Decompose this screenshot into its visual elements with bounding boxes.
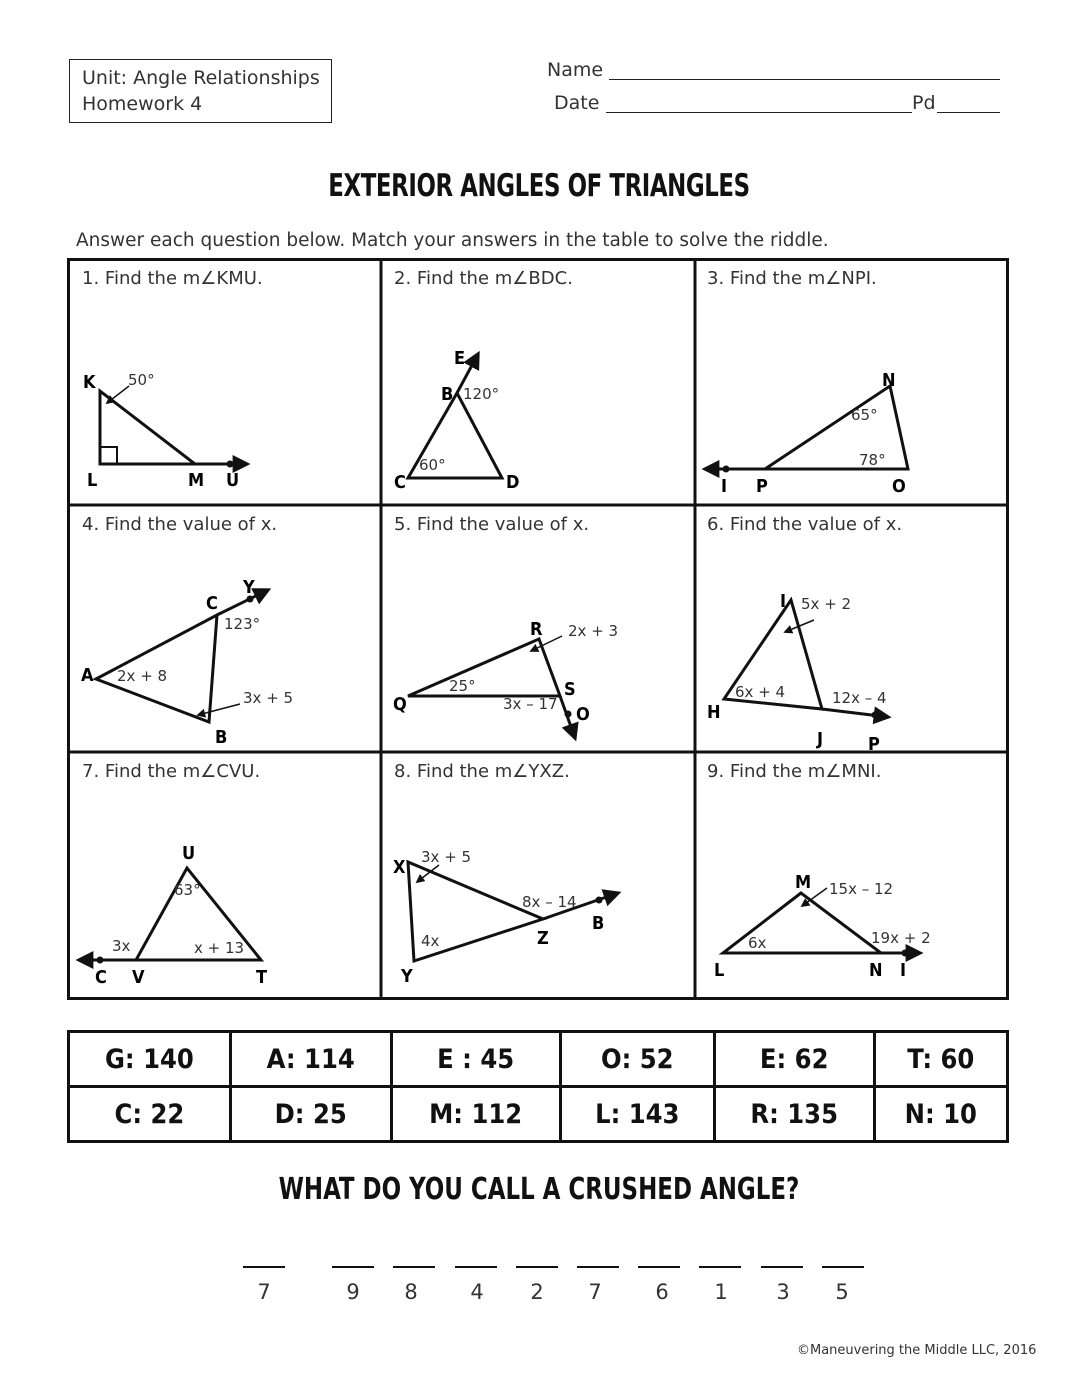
diagram-8 bbox=[381, 752, 695, 999]
label-J: J bbox=[817, 729, 824, 750]
label-L: L bbox=[87, 470, 98, 491]
label-Y: Y bbox=[243, 577, 255, 598]
riddle-digit: 8 bbox=[404, 1280, 418, 1304]
riddle-blank[interactable] bbox=[822, 1266, 864, 1268]
given-65: 65° bbox=[851, 406, 878, 424]
problem-3-prompt: 3. Find the m∠NPI. bbox=[707, 268, 877, 289]
answer-cell: N: 10 bbox=[874, 1087, 1007, 1142]
label-L: L bbox=[714, 960, 725, 981]
given-5x-plus-2: 5x + 2 bbox=[801, 595, 852, 613]
copyright: ©Maneuvering the Middle LLC, 2016 bbox=[797, 1343, 1037, 1358]
label-X: X bbox=[393, 857, 406, 878]
name-label: Name bbox=[547, 59, 604, 81]
answer-cell: A: 114 bbox=[230, 1032, 391, 1087]
answer-cell: G: 140 bbox=[69, 1032, 231, 1087]
riddle-blank[interactable] bbox=[761, 1266, 803, 1268]
pd-field[interactable] bbox=[937, 95, 1000, 113]
given-78: 78° bbox=[859, 451, 886, 469]
label-U: U bbox=[226, 470, 240, 491]
riddle-digit: 7 bbox=[257, 1280, 271, 1304]
label-Y: Y bbox=[401, 966, 413, 987]
label-M: M bbox=[795, 872, 812, 893]
label-N: N bbox=[869, 960, 883, 981]
riddle-question: WHAT DO YOU CALL A CRUSHED ANGLE? bbox=[278, 1172, 800, 1207]
unit-box bbox=[69, 59, 332, 123]
label-R: R bbox=[530, 619, 543, 640]
given-3x-plus-5: 3x + 5 bbox=[421, 848, 472, 866]
answer-cell: L: 143 bbox=[560, 1087, 714, 1142]
unit-title: Unit: Angle Relationships bbox=[82, 67, 320, 89]
answer-cell: E : 45 bbox=[391, 1032, 560, 1087]
label-I: I bbox=[780, 591, 787, 612]
label-B: B bbox=[592, 913, 605, 934]
page-title: EXTERIOR ANGLES OF TRIANGLES bbox=[328, 168, 750, 204]
label-D: D bbox=[506, 472, 520, 493]
diagram-5 bbox=[381, 505, 695, 752]
riddle-digit: 5 bbox=[835, 1280, 849, 1304]
riddle-digit: 2 bbox=[530, 1280, 544, 1304]
label-U: U bbox=[182, 843, 196, 864]
given-4x: 4x bbox=[421, 932, 440, 950]
problem-7-prompt: 7. Find the m∠CVU. bbox=[82, 761, 261, 782]
given-6x: 6x bbox=[748, 934, 767, 952]
riddle-digit: 6 bbox=[655, 1280, 669, 1304]
answer-cell: M: 112 bbox=[391, 1087, 560, 1142]
answer-cell: E: 62 bbox=[714, 1032, 874, 1087]
label-V: V bbox=[132, 967, 145, 988]
problem-5-prompt: 5. Find the value of x. bbox=[394, 514, 590, 535]
given-6x-plus-4: 6x + 4 bbox=[735, 683, 786, 701]
label-M: M bbox=[188, 470, 205, 491]
problem-2-prompt: 2. Find the m∠BDC. bbox=[394, 268, 573, 289]
label-Q: Q bbox=[393, 694, 407, 715]
diagram-1 bbox=[67, 258, 381, 505]
given-63: 63° bbox=[174, 881, 201, 899]
label-N: N bbox=[882, 370, 896, 391]
given-x-plus-13: x + 13 bbox=[194, 939, 245, 957]
label-S: S bbox=[564, 679, 576, 700]
riddle-blank[interactable] bbox=[332, 1266, 374, 1268]
label-O: O bbox=[892, 476, 906, 497]
answer-cell: O: 52 bbox=[560, 1032, 714, 1087]
diagram-6 bbox=[695, 505, 1009, 752]
answer-table bbox=[67, 1030, 1009, 1143]
problem-1-prompt: 1. Find the m∠KMU. bbox=[82, 268, 263, 289]
answer-cell: D: 25 bbox=[230, 1087, 391, 1142]
riddle-digit: 3 bbox=[776, 1280, 790, 1304]
riddle-blank[interactable] bbox=[699, 1266, 741, 1268]
label-B: B bbox=[441, 384, 454, 405]
label-C: C bbox=[95, 967, 107, 988]
label-B: B bbox=[215, 727, 228, 748]
diagram-3 bbox=[695, 258, 1009, 505]
diagram-2 bbox=[381, 258, 695, 505]
label-E: E bbox=[454, 348, 466, 369]
given-60: 60° bbox=[419, 456, 446, 474]
answer-cell: T: 60 bbox=[874, 1032, 1007, 1087]
given-123: 123° bbox=[224, 615, 261, 633]
problem-4-prompt: 4. Find the value of x. bbox=[82, 514, 278, 535]
instructions: Answer each question below. Match your answers in the table to solve the riddle. bbox=[76, 230, 829, 251]
label-C: C bbox=[394, 472, 406, 493]
answer-cell: R: 135 bbox=[714, 1087, 874, 1142]
riddle-blank[interactable] bbox=[455, 1266, 497, 1268]
label-O: O bbox=[576, 704, 590, 725]
label-Z: Z bbox=[537, 928, 549, 949]
label-P: P bbox=[868, 734, 880, 752]
riddle-blank[interactable] bbox=[393, 1266, 435, 1268]
given-12x-minus-4: 12x – 4 bbox=[832, 689, 887, 707]
given-15x-minus-12: 15x – 12 bbox=[829, 880, 894, 898]
label-I: I bbox=[900, 960, 907, 981]
pd-label: Pd bbox=[912, 92, 936, 114]
given-8x-minus-14: 8x – 14 bbox=[522, 893, 577, 911]
given-2x-plus-8: 2x + 8 bbox=[117, 667, 168, 685]
answer-cell: C: 22 bbox=[69, 1087, 231, 1142]
diagram-9 bbox=[695, 752, 1009, 999]
label-T: T bbox=[256, 967, 268, 988]
name-field[interactable] bbox=[609, 62, 1000, 80]
label-A: A bbox=[81, 665, 94, 686]
problem-8-prompt: 8. Find the m∠YXZ. bbox=[394, 761, 570, 782]
given-3x: 3x bbox=[112, 937, 131, 955]
problem-6-prompt: 6. Find the value of x. bbox=[707, 514, 903, 535]
riddle-blank[interactable] bbox=[516, 1266, 558, 1268]
diagram-7 bbox=[67, 752, 381, 999]
problem-grid bbox=[67, 258, 1009, 1000]
riddle-digit: 1 bbox=[714, 1280, 728, 1304]
riddle-blank[interactable] bbox=[243, 1266, 285, 1268]
date-field[interactable] bbox=[606, 95, 912, 113]
riddle-digit: 7 bbox=[588, 1280, 602, 1304]
given-3x-plus-5: 3x + 5 bbox=[243, 689, 294, 707]
riddle-blank[interactable] bbox=[577, 1266, 619, 1268]
date-label: Date bbox=[554, 92, 600, 114]
problem-9-prompt: 9. Find the m∠MNI. bbox=[707, 761, 882, 782]
riddle-blank[interactable] bbox=[638, 1266, 680, 1268]
table-row bbox=[69, 1087, 1008, 1142]
given-50: 50° bbox=[128, 371, 155, 389]
label-I: I bbox=[721, 476, 728, 497]
diagram-4 bbox=[67, 505, 381, 752]
given-120: 120° bbox=[463, 385, 500, 403]
label-K: K bbox=[83, 372, 96, 393]
riddle-digit: 9 bbox=[346, 1280, 360, 1304]
riddle-digit: 4 bbox=[470, 1280, 484, 1304]
table-row bbox=[69, 1032, 1008, 1087]
label-C: C bbox=[206, 593, 218, 614]
label-P: P bbox=[756, 476, 768, 497]
given-3x-minus-17: 3x – 17 bbox=[503, 695, 558, 713]
given-19x-plus-2: 19x + 2 bbox=[871, 929, 931, 947]
given-25: 25° bbox=[449, 677, 476, 695]
homework-label: Homework 4 bbox=[82, 93, 203, 115]
given-2x-plus-3: 2x + 3 bbox=[568, 622, 619, 640]
label-H: H bbox=[707, 702, 721, 723]
